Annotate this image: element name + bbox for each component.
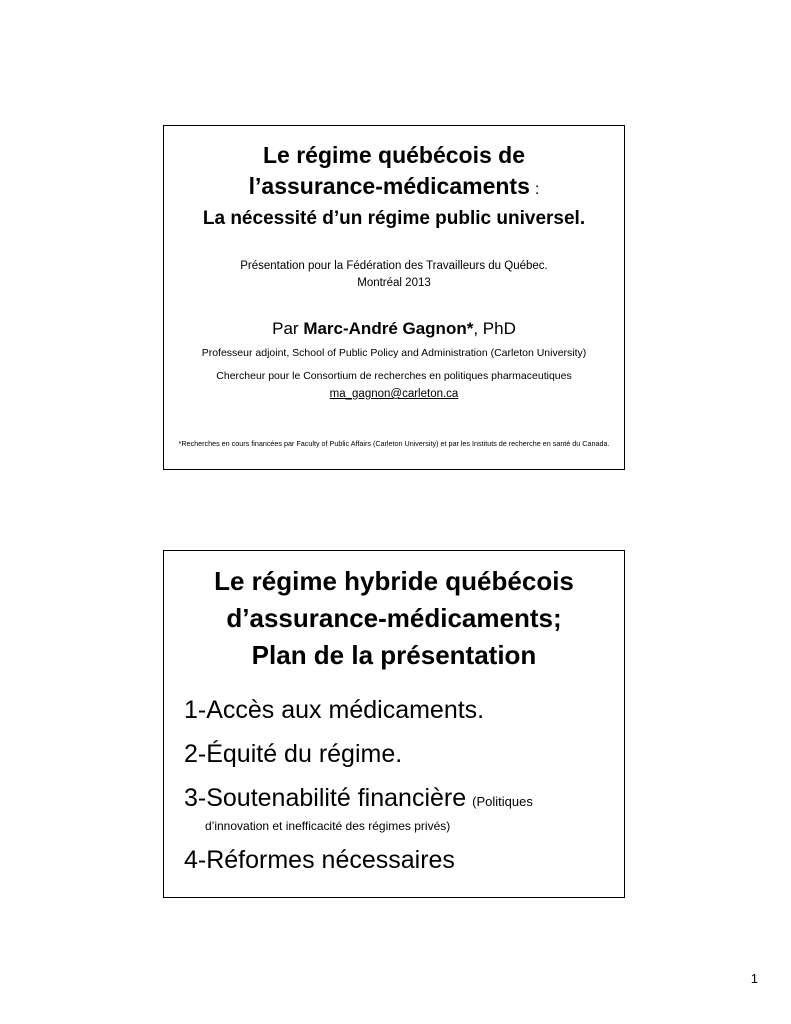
slide1-title-line1: Le régime québécois de (262, 142, 526, 168)
slide1-event-block (164, 258, 624, 292)
slide1-email-row (164, 386, 624, 403)
list-item-3 (184, 784, 614, 834)
slide1-title-colon: : (534, 181, 540, 198)
slide2-title-line3: Plan de la présentation (251, 640, 537, 670)
slide1-author-name: Marc-André Gagnon* (303, 319, 474, 338)
list-item-3-note-continuation: d’innovation et inefficacité des régimes privés) (205, 819, 451, 833)
slide-2 (163, 550, 625, 898)
slide1-title-line2: l’assurance-médicaments (248, 173, 530, 199)
slide2-title (168, 563, 620, 674)
list-item-3-main: 3-Soutenabilité financière (184, 784, 467, 812)
slide1-subtitle: La nécessité d’un régime public universel. (202, 208, 586, 229)
list-item-4: 4-Réformes nécessaires (184, 846, 455, 874)
slide1-author-line (164, 317, 624, 340)
slide1-affiliation-line1: Professeur adjoint, School of Public Policy and Administration (Carleton University) (201, 347, 587, 359)
slide1-event-line2: Montréal 2013 (357, 277, 431, 289)
slide1-event-line1: Présentation pour la Fédération des Travailleurs du Québec. (240, 260, 548, 272)
list-item-2: 2-Équité du régime. (184, 740, 403, 768)
page-number: 1 (750, 971, 758, 986)
slide2-plan-list (184, 696, 614, 875)
slide1-author-prefix: Par (272, 319, 304, 338)
list-item-1: 1-Accès aux médicaments. (184, 696, 485, 724)
slide1-title (170, 140, 618, 205)
slide1-author-suffix: , PhD (473, 319, 516, 338)
slide2-title-line2: d’assurance-médicaments; (226, 603, 562, 633)
slide-1 (163, 125, 625, 470)
slide2-title-line1: Le régime hybride québécois (214, 566, 574, 596)
slide1-affiliation-line2: Chercheur pour le Consortium de recherches en politiques pharmaceutiques (216, 370, 572, 382)
email-link[interactable]: ma_gagnon@carleton.ca (329, 388, 459, 400)
slide1-footnote: *Recherches en cours financées par Faculty of Public Affairs (Carleton University) et par les Instituts de recherche en santé du Canada. (178, 439, 610, 448)
list-item-3-note-inline: (Politiques (472, 794, 533, 809)
